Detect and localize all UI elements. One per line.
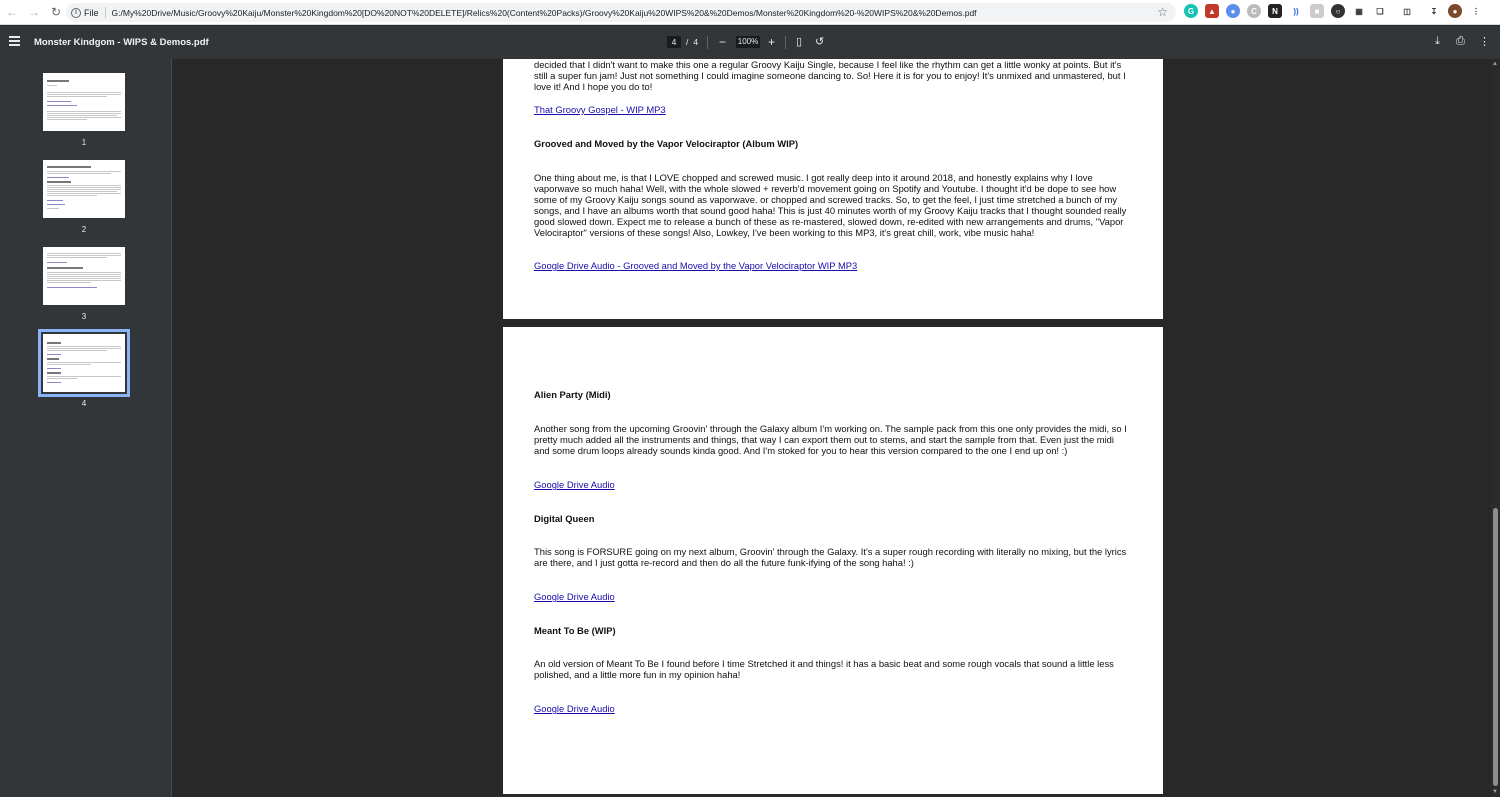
document-viewer[interactable] xyxy=(173,59,1491,797)
section-heading: Grooved and Moved by the Vapor Velociraptor (Album WIP) xyxy=(534,138,799,149)
paragraph: This song is FORSURE going on my next album, Groovin' through the Galaxy. It's a super rough recording with literally no mixing, but the lyrics are there, and I just gotta re-record and then do all the future funk-ifying of the song haha! :) xyxy=(534,546,1127,568)
thumbnail-page-4[interactable] xyxy=(43,334,125,392)
toolbar-divider xyxy=(707,36,708,49)
zoom-level-input[interactable]: 100% xyxy=(737,37,759,46)
paragraph: decided that I didn't want to make this one a regular Groovy Kaiju Single, because I feel like the rhythm can get a little wonky at points. But it's still a super fun jam! Just not something I could imagine someone dancing to. So! Here it is for you to enjoy! It's unmixed and unmastered, but I love it! And I hope you do to! xyxy=(534,59,1126,92)
address-bar[interactable] xyxy=(66,3,1176,22)
download-icon[interactable]: ↧ xyxy=(1427,4,1441,18)
browser-menu-icon[interactable]: ⋮ xyxy=(1469,4,1483,18)
thumbnail-label: 1 xyxy=(81,138,87,147)
section-heading: Alien Party (Midi) xyxy=(534,389,611,400)
section-heading: Digital Queen xyxy=(534,513,595,524)
omnibox-divider xyxy=(105,7,106,18)
scroll-up-icon[interactable]: ▲ xyxy=(1492,61,1498,67)
download-icon[interactable]: ⤓ xyxy=(1435,35,1440,47)
extension-grammarly-icon[interactable]: G xyxy=(1184,4,1198,18)
fit-page-icon[interactable]: ▯ xyxy=(796,36,803,48)
thumbnail-label: 2 xyxy=(81,225,87,234)
zoom-out-button[interactable]: − xyxy=(719,35,727,49)
extension-dark-circle-icon[interactable]: ○ xyxy=(1331,4,1345,18)
profile-avatar-icon[interactable]: ● xyxy=(1448,4,1462,18)
page-separator: / xyxy=(686,37,689,47)
link-google-drive-audio[interactable]: Google Drive Audio xyxy=(534,479,615,490)
scrollbar-thumb[interactable] xyxy=(1493,508,1498,786)
document-title: Monster Kindgom - WIPS & Demos.pdf xyxy=(34,37,209,48)
scroll-down-icon[interactable]: ▼ xyxy=(1492,789,1498,795)
extensions-puzzle-icon[interactable]: ❏ xyxy=(1373,4,1387,18)
toolbar-divider xyxy=(785,36,786,49)
more-options-icon[interactable]: ⋮ xyxy=(1479,36,1490,48)
extension-globe-icon[interactable]: ● xyxy=(1226,4,1240,18)
pdf-page-3 xyxy=(503,59,1163,319)
zoom-in-button[interactable]: + xyxy=(768,35,776,49)
rotate-icon[interactable]: ↺ xyxy=(815,36,825,48)
thumbnail-page-3[interactable] xyxy=(43,247,125,305)
section-heading: Meant To Be (WIP) xyxy=(534,625,616,636)
extension-wave-icon[interactable]: )) xyxy=(1289,4,1303,18)
sidebar-menu-icon[interactable] xyxy=(9,36,20,46)
link-grooved-and-moved[interactable]: Google Drive Audio - Grooved and Moved by the Vapor Velociraptor WIP MP3 xyxy=(534,260,858,271)
file-label: File xyxy=(84,7,99,18)
extension-notion-icon[interactable]: N xyxy=(1268,4,1282,18)
pdf-page-4 xyxy=(503,327,1163,794)
thumbnail-sidebar xyxy=(0,59,172,797)
thumbnail-page-1[interactable] xyxy=(43,73,125,131)
arrow-right-icon: → xyxy=(28,5,40,19)
thumbnail-page-2[interactable] xyxy=(43,160,125,218)
extension-circle-icon[interactable]: C xyxy=(1247,4,1261,18)
reload-button[interactable] xyxy=(46,2,66,22)
url-text[interactable]: G:/My%20Drive/Music/Groovy%20Kaiju/Monster%20Kingdom%20[DO%20NOT%20DELETE]/Relics%20(Content%20Packs)/Groovy%20Kaiju%20WIPS%20&%20Demos/Monster%20Kingdom%20-%20WIPS%20&%20Demos.pdf xyxy=(111,7,977,18)
site-info-chip[interactable] xyxy=(71,8,99,18)
paragraph: An old version of Meant To Be I found before I time Stretched it and things! it has a basic beat and some rough vocals that sound a little less polished, and a little more fun in my opinion haha! xyxy=(534,658,1114,680)
forward-button[interactable] xyxy=(24,2,44,22)
link-google-drive-audio[interactable]: Google Drive Audio xyxy=(534,703,615,714)
page-navigator xyxy=(667,36,698,48)
link-that-groovy-gospel[interactable]: That Groovy Gospel - WIP MP3 xyxy=(534,104,666,115)
reload-icon: ↻ xyxy=(50,5,62,19)
info-icon: i xyxy=(71,8,81,18)
total-pages: 4 xyxy=(693,37,699,47)
side-panel-icon[interactable]: ◫ xyxy=(1400,4,1414,18)
browser-toolbar xyxy=(0,0,1500,25)
extension-grid-icon[interactable]: ▦ xyxy=(1352,4,1366,18)
extension-shield-icon[interactable]: ▲ xyxy=(1205,4,1219,18)
paragraph: Another song from the upcoming Groovin' through the Galaxy album I'm working on. The sample pack from this one only provides the midi, so I pretty much added all the instruments and things, that way I can export them out to stems, and start the sample from that. Even just the midi and some drum loops already sounds kinda good. And I'm stoked for you to hear this version compared to the one I end up on! :) xyxy=(534,423,1127,456)
thumbnail-label: 3 xyxy=(81,312,87,321)
back-button[interactable] xyxy=(2,2,22,22)
arrow-left-icon: ← xyxy=(6,5,18,19)
viewer-scrollbar[interactable] xyxy=(1491,59,1500,797)
page-number-input[interactable]: 4 xyxy=(667,36,681,48)
extensions-area xyxy=(1184,4,1483,18)
print-icon[interactable]: ⎙ xyxy=(1456,35,1465,47)
paragraph: One thing about me, is that I LOVE chopped and screwed music. I got really deep into it around 2018, and honestly explains why I love vaporwave so much haha! Well, with the whole slowed + reverb'd movement going on Spotify and Youtube. I thought it'd be dope to see how some of my Groovy Kaiju songs sound as vaporwave. or chopped and screwed tracks. So, to get the feel, I just time stretched a bunch of my songs, and I have an albums worth that sound good haha! This is just 40 minutes worth of my Groovy Kaiju tracks that I thought sounded really good slowed down. Expect me to release a bunch of these as re-mastered, slowed down, re-edited with new arrangements and drums, "Vapor Velociraptor" versions of these songs! Also, Lowkey, I've been working to this MP3, it's great chill, work, vibe music haha! xyxy=(534,172,1127,238)
pdf-toolbar xyxy=(0,26,1500,59)
extension-box-icon[interactable]: ■ xyxy=(1310,4,1324,18)
thumbnail-label: 4 xyxy=(81,399,87,408)
link-google-drive-audio[interactable]: Google Drive Audio xyxy=(534,591,615,602)
star-icon[interactable]: ☆ xyxy=(1157,5,1168,19)
